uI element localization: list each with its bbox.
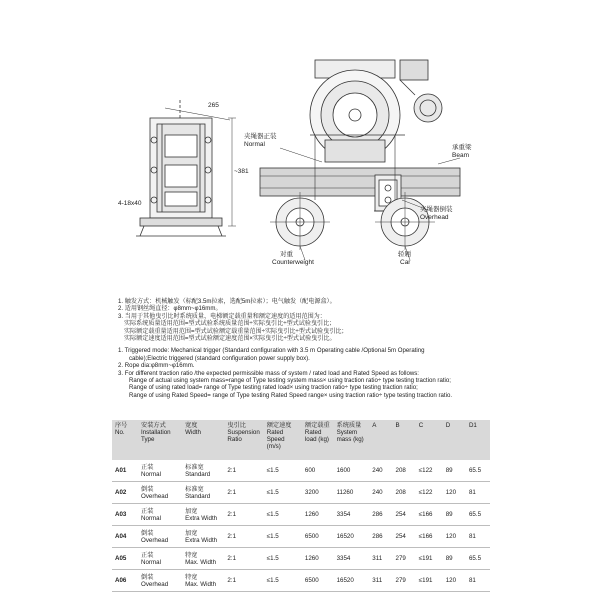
note-cn-3: 3. 当用于其他曳引比时系统质量、电梯额定载重量和额定速度的适用范围为： — [118, 312, 326, 320]
note-en-3a: Range of actual using system mass=range of Type testing system mass× using traction ratio÷ type testing traction ratio; — [129, 377, 451, 385]
note-cn-2: 2. 适用钢丝绳直径：φ8mm~φ16mm。 — [118, 305, 222, 313]
cell-no: A01 — [112, 460, 138, 482]
cell-no: A06 — [112, 570, 138, 592]
cell-width: 加宽 Extra Width — [182, 526, 224, 548]
table-row — [112, 526, 490, 548]
header-c: C — [416, 420, 443, 460]
cell-type: 倒装 Overhead — [138, 570, 182, 592]
traction-machine — [310, 60, 442, 162]
cell-d: 89 — [443, 460, 466, 482]
header-speed: 额定速度 Rated Speed (m/s) — [264, 420, 302, 460]
cell-b: 254 — [393, 504, 416, 526]
cell-width: 特宽 Max. Width — [182, 548, 224, 570]
cell-c: ≤122 — [416, 482, 443, 504]
cell-a: 240 — [369, 482, 392, 504]
cell-width: 标准宽 Standard — [182, 460, 224, 482]
note-en-1b: cable);Electric triggered (standard configuration power supply box). — [129, 354, 310, 362]
cell-speed: ≤1.5 — [264, 548, 302, 570]
header-load: 额定载重 Rated load (kg) — [302, 420, 334, 460]
cell-load: 6500 — [302, 526, 334, 548]
note-cn-3a: 实际系统质量适用范围=型式试验系统质量范围÷实际曳引比÷型式试验曳引比； — [124, 320, 336, 328]
table-row — [112, 570, 490, 592]
cell-speed: ≤1.5 — [264, 526, 302, 548]
cell-type: 倒装 Overhead — [138, 482, 182, 504]
cell-a: 286 — [369, 526, 392, 548]
cell-load: 600 — [302, 460, 334, 482]
cell-load: 1260 — [302, 504, 334, 526]
header-ratio: 曳引比 Suspension Ratio — [224, 420, 263, 460]
cell-type: 倒装 Overhead — [138, 526, 182, 548]
cell-d1: 81 — [466, 482, 490, 504]
note-cn-1: 1. 触发方式：机械触发（标配3.5m拉索，选配5m拉索）；电气触发（配电源盒）。 — [118, 298, 336, 305]
note-en-2: 2. Rope dia:φ8mm~φ16mm. — [118, 362, 195, 370]
note-cn-3c: 实际额定速度适用范围=型式试验额定速度范围×实际曳引比÷型式试验曳引比。 — [124, 335, 336, 343]
cell-speed: ≤1.5 — [264, 504, 302, 526]
cell-d1: 81 — [466, 570, 490, 592]
cell-width: 特宽 Max. Width — [182, 570, 224, 592]
cell-speed: ≤1.5 — [264, 460, 302, 482]
overhead-label-cn: 夹绳器倒装 — [420, 206, 453, 213]
normal-label-cn: 夹绳器正装 — [244, 133, 277, 140]
cell-no: A02 — [112, 482, 138, 504]
cell-d1: 65.5 — [466, 504, 490, 526]
cell-mass: 3354 — [334, 504, 370, 526]
car-label-en: Car — [400, 259, 411, 266]
cell-width: 加宽 Extra Width — [182, 504, 224, 526]
counterweight-label-cn: 对重 — [280, 251, 293, 258]
cell-no: A03 — [112, 504, 138, 526]
cell-c: ≤166 — [416, 504, 443, 526]
cell-mass: 11260 — [334, 482, 370, 504]
cell-d: 120 — [443, 526, 466, 548]
technical-drawing — [110, 40, 480, 285]
cell-speed: ≤1.5 — [264, 570, 302, 592]
cell-ratio: 2:1 — [224, 482, 263, 504]
cell-a: 286 — [369, 504, 392, 526]
cell-b: 208 — [393, 460, 416, 482]
cell-a: 311 — [369, 570, 392, 592]
cell-type: 正装 Normal — [138, 548, 182, 570]
car-label-cn: 轿厢 — [398, 251, 411, 258]
cell-d: 89 — [443, 548, 466, 570]
cell-ratio: 2:1 — [224, 460, 263, 482]
cell-mass: 3354 — [334, 548, 370, 570]
cell-d: 120 — [443, 570, 466, 592]
cell-c: ≤166 — [416, 526, 443, 548]
cell-ratio: 2:1 — [224, 548, 263, 570]
table-row — [112, 548, 490, 570]
header-d1: D1 — [466, 420, 490, 460]
overhead-label-en: Overhead — [420, 214, 449, 221]
cell-load: 6500 — [302, 570, 334, 592]
cell-b: 279 — [393, 548, 416, 570]
cell-c: ≤191 — [416, 548, 443, 570]
normal-label-en: Normal — [244, 141, 265, 148]
dimension-265: 265 — [208, 102, 219, 109]
cell-no: A04 — [112, 526, 138, 548]
cell-b: 254 — [393, 526, 416, 548]
counterweight-pulley — [270, 192, 330, 250]
table-row — [112, 504, 490, 526]
cell-type: 正装 Normal — [138, 460, 182, 482]
header-no: 序号 No. — [112, 420, 138, 460]
cell-ratio: 2:1 — [224, 570, 263, 592]
cell-a: 240 — [369, 460, 392, 482]
note-en-3c: Range of using Rated Speed= range of Type testing Rated Speed range× using traction ratio÷ type testing traction ratio. — [129, 391, 453, 399]
cell-load: 3200 — [302, 482, 334, 504]
cell-width: 标准宽 Standard — [182, 482, 224, 504]
note-en-3b: Range of using rated load= range of Type testing rated load× using traction ratio÷ type testing traction ratio; — [129, 384, 418, 392]
cell-speed: ≤1.5 — [264, 482, 302, 504]
header-d: D — [443, 420, 466, 460]
cell-a: 311 — [369, 548, 392, 570]
beam-label-cn: 承重梁 — [452, 144, 472, 151]
header-width: 宽度 Width — [182, 420, 224, 460]
cell-ratio: 2:1 — [224, 504, 263, 526]
header-b: B — [393, 420, 416, 460]
table-row — [112, 460, 490, 482]
cell-d1: 81 — [466, 526, 490, 548]
cell-c: ≤191 — [416, 570, 443, 592]
cell-b: 279 — [393, 570, 416, 592]
cell-d: 120 — [443, 482, 466, 504]
note-en-1: 1. Triggered mode: Mechanical trigger (Standard configuration with 3.5 m Operating cable /Optional 5m Operating — [118, 347, 425, 355]
cell-mass: 16520 — [334, 526, 370, 548]
note-cn-3b: 实际额定载重量适用范围=型式试验额定载重量范围÷实际曳引比÷型式试验曳引比； — [124, 327, 348, 335]
cell-c: ≤122 — [416, 460, 443, 482]
note-en-3: 3. For different traction ratio /the expected permissible mass of system / rated load and Rated Speed as follows: — [118, 369, 420, 377]
gripper-side-view — [136, 100, 236, 236]
header-installation: 安装方式 Installation Type — [138, 420, 182, 460]
cell-d1: 65.5 — [466, 548, 490, 570]
bolt-label: 4-18x40 — [118, 200, 142, 207]
cell-d: 89 — [443, 504, 466, 526]
cell-ratio: 2:1 — [224, 526, 263, 548]
cell-mass: 16520 — [334, 570, 370, 592]
table-row — [112, 482, 490, 504]
notes-section — [118, 298, 490, 399]
header-mass: 系统质量 System mass (kg) — [334, 420, 370, 460]
rope-gripper-drawing — [110, 40, 480, 285]
header-a: A — [369, 420, 392, 460]
cell-type: 正装 Normal — [138, 504, 182, 526]
spec-table — [112, 420, 490, 592]
cell-no: A05 — [112, 548, 138, 570]
cell-b: 208 — [393, 482, 416, 504]
cell-load: 1260 — [302, 548, 334, 570]
beam-label-en: Beam — [452, 152, 469, 159]
dimension-381: ~381 — [234, 168, 249, 175]
table-header-row — [112, 420, 490, 460]
cell-mass: 1600 — [334, 460, 370, 482]
cell-d1: 65.5 — [466, 460, 490, 482]
counterweight-label-en: Counterweight — [272, 259, 314, 266]
beam — [260, 168, 460, 196]
